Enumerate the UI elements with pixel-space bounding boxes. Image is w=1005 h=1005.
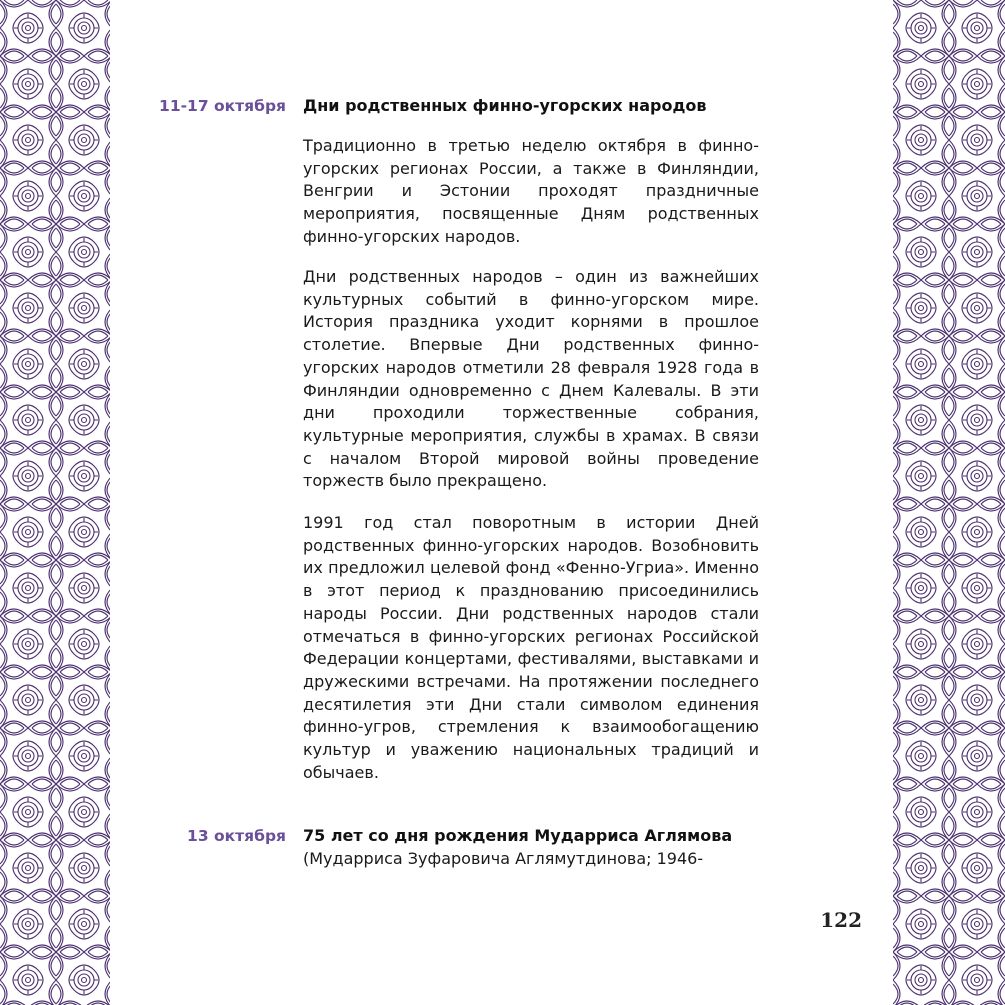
- entry-paragraph: 1991 год стал поворотным в истории Дней родственных финно-угорских народов. Возобновить их предложил целевой фонд «Фенно-Угриа». Именно в этот период к празднованию присоединились народы России. Дни родственных народов стали отмечаться в финно-угорских регионах Российской Федерации концертами, фестивалями, выставками и дружескими встречами. На протяжении последнего десятилетия эти Дни стали символом единения финно-угров, стремления к взаимообогащению культур и уважению национальных традиций и обычаев.: [303, 513, 759, 782]
- lattice-ornament-pattern: [0, 0, 110, 1005]
- lattice-ornament-pattern: [893, 0, 1005, 1005]
- entry-paragraph: Традиционно в третью неделю октября в финно-угорских регионах России, а также в Финляндии, Венгрии и Эстонии проходят праздничные мероприятия, посвященные Дням родственных финно-угорских народов.: [303, 136, 759, 246]
- page-number: 122: [820, 908, 862, 932]
- entry-paragraph: (Мударриса Зуфаровича Аглямутдинова; 1946-: [303, 849, 704, 868]
- left-ornament-border: [0, 0, 110, 1005]
- entry-date: 11-17 октября: [159, 97, 286, 115]
- entry-title: 75 лет со дня рождения Мударриса Аглямова: [303, 826, 733, 845]
- right-ornament-border: [893, 0, 1005, 1005]
- entry-paragraph: Дни родственных народов – один из важнейших культурных событий в финно-угорском мире. История праздника уходит корнями в прошлое столетие. Впервые Дни родственных финно-угорских народов отметили 28 февраля 1928 года в Финляндии одновременно с Днем Калевалы. В эти дни проходили торжественные собрания, культурные мероприятия, службы в храмах. В связи с началом Второй мировой войны проведение торжеств было прекращено.: [303, 267, 759, 491]
- entry-title: Дни родственных финно-угорских народов: [303, 96, 707, 115]
- entry-date: 13 октября: [187, 827, 286, 845]
